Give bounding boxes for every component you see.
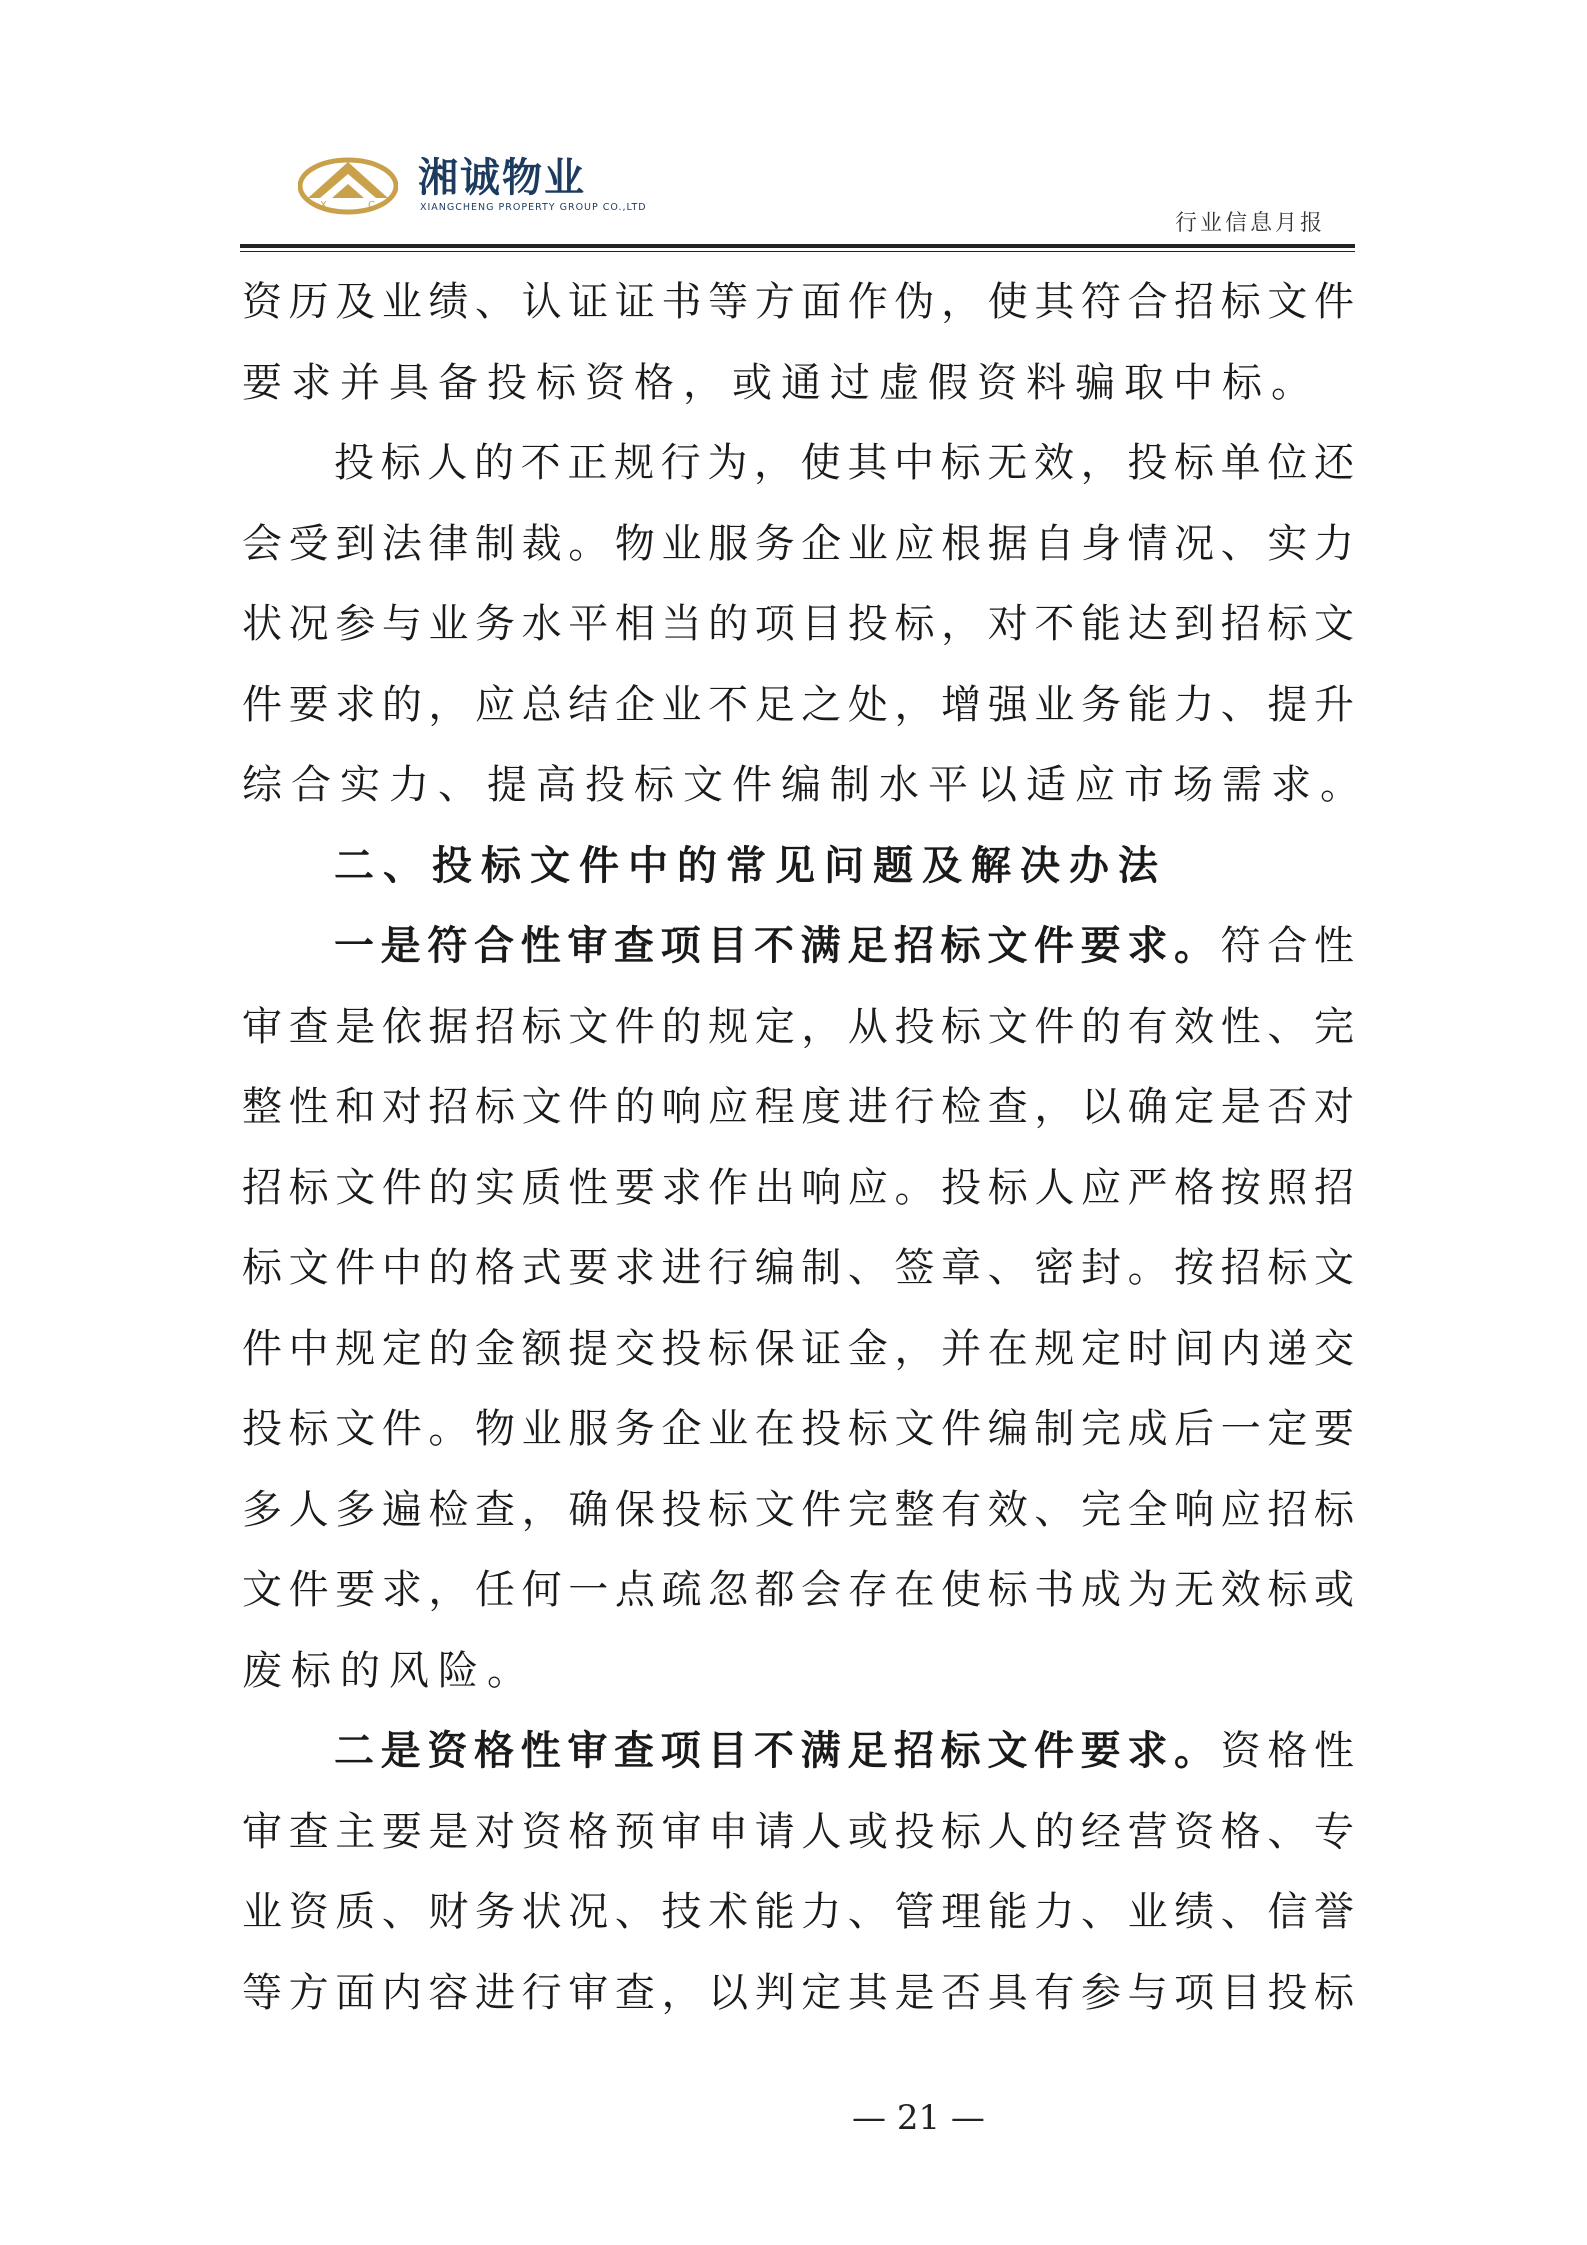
text-line: 废标的风险。 [242, 1647, 536, 1694]
svg-text:X: X [320, 200, 327, 211]
text-run: 符合性 [1220, 923, 1355, 969]
header-rule-thin [240, 251, 1355, 252]
text-line: 标文件中的格式要求进行编制、签章、密封。按招标文 [242, 1245, 1354, 1291]
report-title: 行业信息月报 [1174, 211, 1325, 236]
bold-lead: 二是资格性审查项目不满足招标文件要求。 [334, 1728, 1221, 1774]
text-line: 状况参与业务水平相当的项目投标，对不能达到招标文 [242, 601, 1354, 647]
text-line: 整性和对招标文件的响应程度进行检查，以确定是否对 [242, 1084, 1354, 1130]
svg-text:C: C [368, 200, 375, 211]
text-line: 招标文件的实质性要求作出响应。投标人应严格按照招 [242, 1164, 1354, 1211]
text-line: 会受到法律制裁。物业服务企业应根据自身情况、实力 [242, 520, 1354, 567]
header-rule-thick [240, 244, 1355, 248]
text-line: 业资质、财务状况、技术能力、管理能力、业绩、信誉 [242, 1889, 1354, 1935]
text-line: 件中规定的金额提交投标保证金，并在规定时间内递交 [242, 1325, 1354, 1372]
page-header [240, 130, 1355, 245]
text-line: 投标人的不正规行为，使其中标无效，投标单位还 [334, 440, 1354, 486]
text-line: 综合实力、提高投标文件编制水平以适应市场需求。 [242, 762, 1369, 808]
roof-logo-icon [298, 146, 398, 216]
text-line [242, 906, 1354, 987]
text-line: 审查是依据招标文件的规定，从投标文件的有效性、完 [242, 1003, 1354, 1050]
text-line: 投标文件。物业服务企业在投标文件编制完成后一定要 [242, 1406, 1354, 1452]
page-number: — 21 — [852, 2098, 985, 2138]
text-line: 件要求的，应总结企业不足之处，增强业务能力、提升 [242, 681, 1354, 728]
text-line: 要求并具备投标资格，或通过虚假资料骗取中标。 [242, 359, 1320, 406]
text-line: 多人多遍检查，确保投标文件完整有效、完全响应招标 [242, 1486, 1354, 1533]
section-heading: 二、投标文件中的常见问题及解决办法 [334, 842, 1167, 889]
logo-english-name: XIANGCHENG PROPERTY GROUP CO.,LTD [420, 202, 647, 213]
text-line: 资历及业绩、认证证书等方面作伪，使其符合招标文件 [242, 279, 1354, 325]
text-line: 等方面内容进行审查，以判定其是否具有参与项目投标 [242, 1969, 1354, 2016]
text-run: 资格性 [1220, 1728, 1355, 1774]
bold-lead: 一是符合性审查项目不满足招标文件要求。 [334, 923, 1221, 969]
text-line: 审查主要是对资格预审申请人或投标人的经营资格、专 [242, 1808, 1354, 1855]
text-line [242, 1711, 1354, 1792]
document-body [242, 262, 1369, 2033]
company-logo [298, 140, 718, 230]
logo-chinese-name: 湘诚物业 [418, 155, 586, 201]
text-line: 文件要求，任何一点疏忽都会存在使标书成为无效标或 [242, 1567, 1354, 1613]
